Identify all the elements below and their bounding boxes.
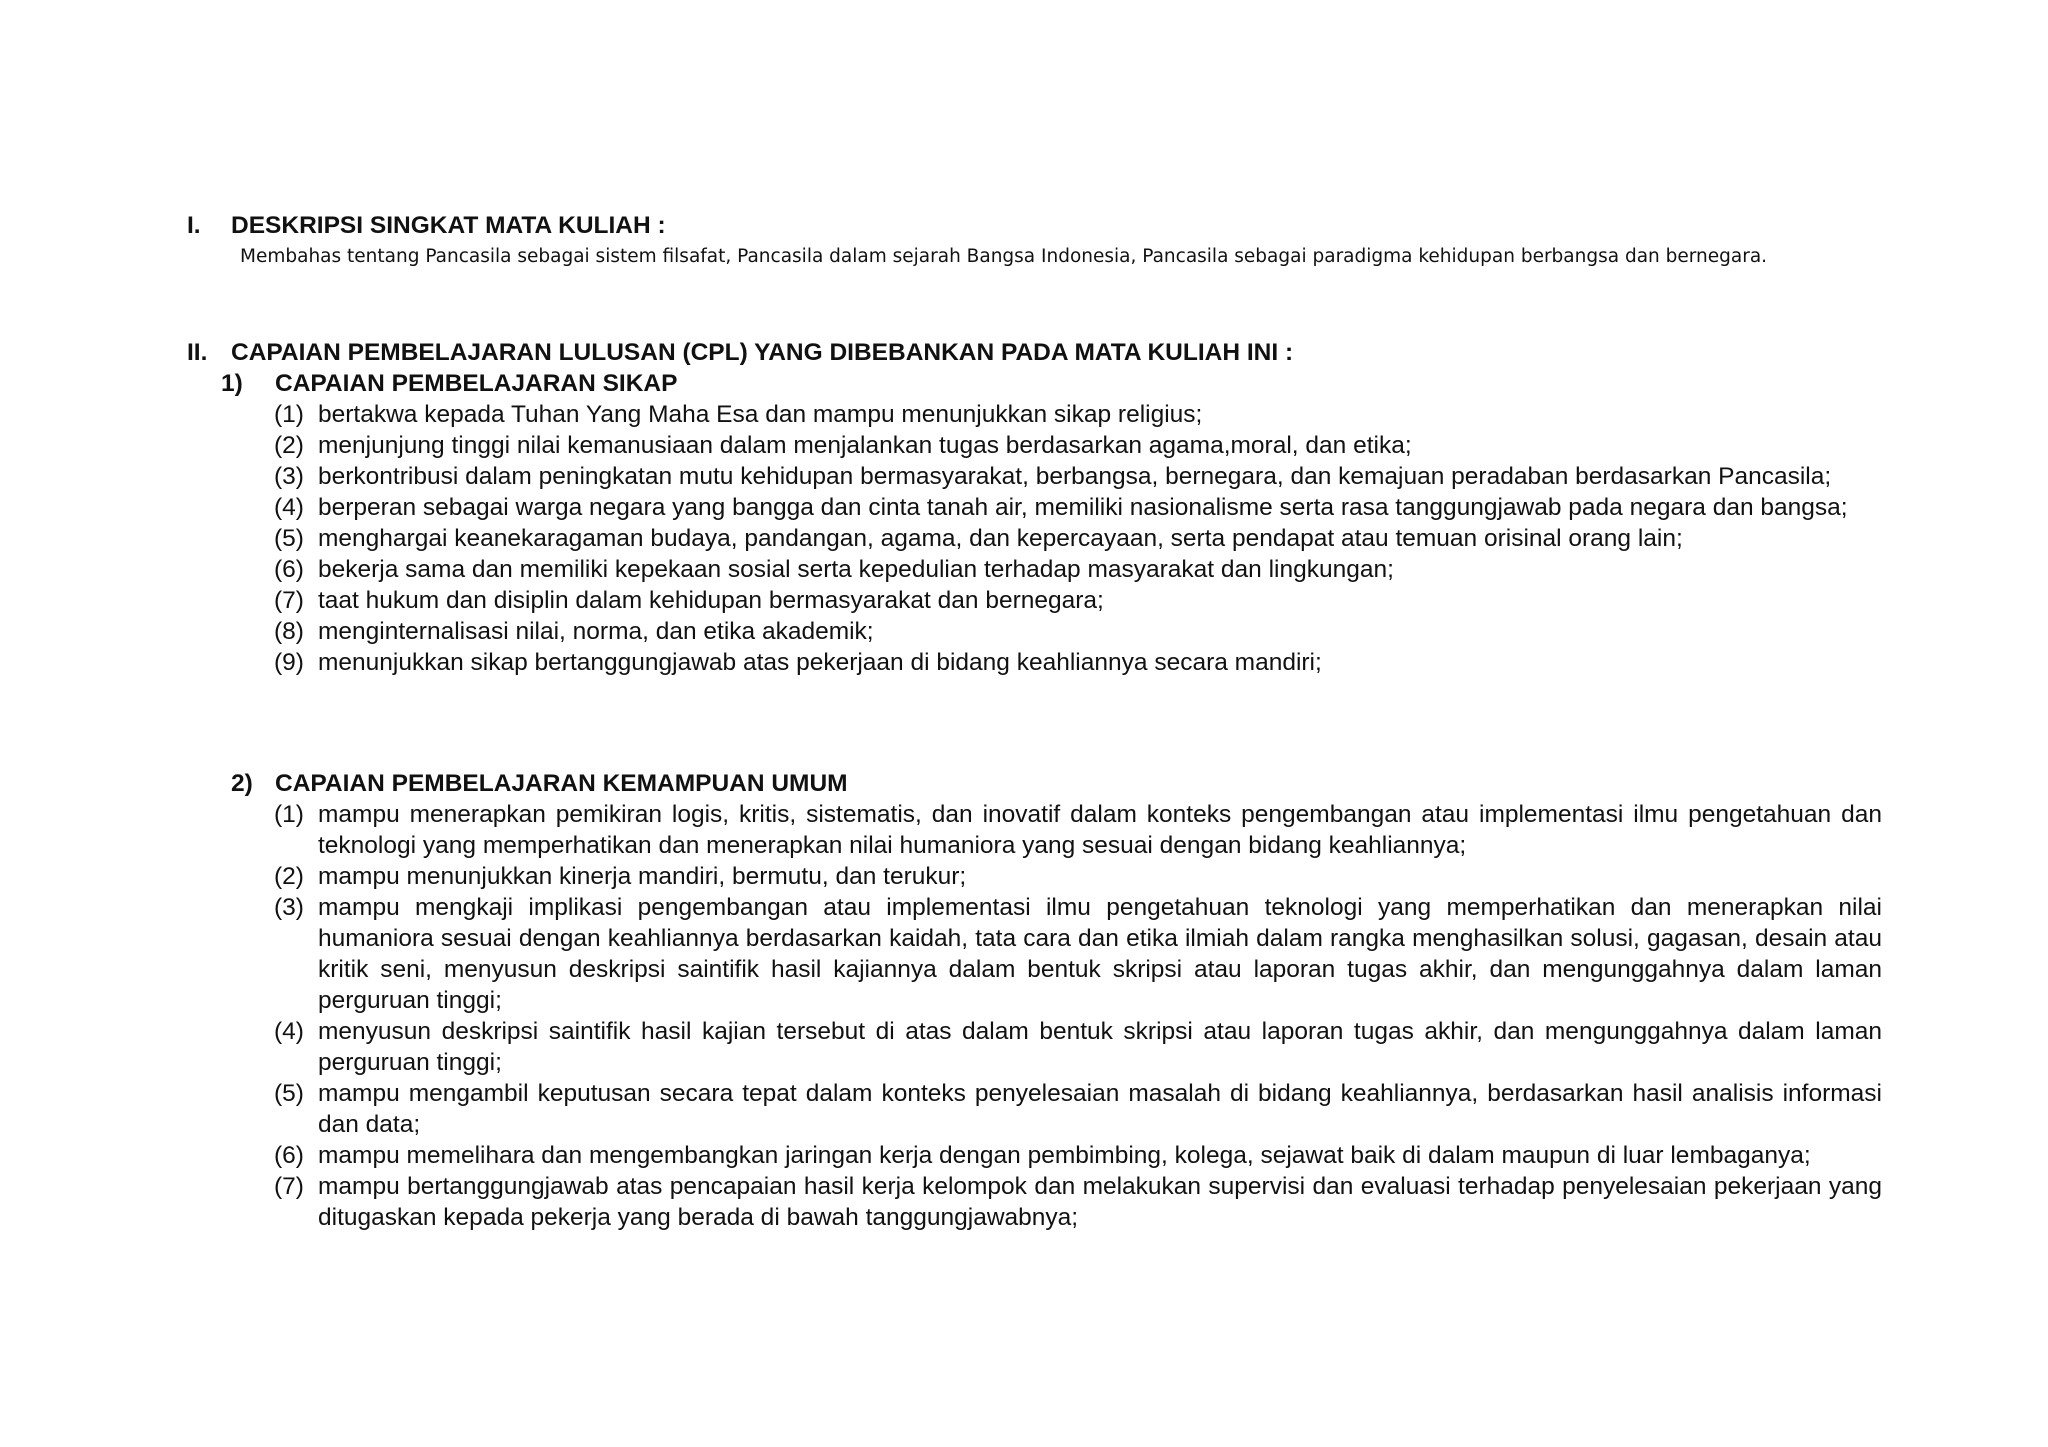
section-2-title: CAPAIAN PEMBELAJARAN LULUSAN (CPL) YANG DIBEBANKAN PADA MATA KULIAH INI : [231,339,1294,366]
list-item [274,892,1882,1016]
item-text: mampu memelihara dan mengembangkan jaringan kerja dengan pembimbing, kolega, sejawat baik di dalam maupun di luar lembaganya; [318,1142,1811,1169]
item-marker: (4) [274,494,304,521]
item-marker: (1) [274,401,304,428]
item-text: bertakwa kepada Tuhan Yang Maha Esa dan mampu menunjukkan sikap religius; [318,401,1203,428]
item-marker: (5) [274,1080,304,1107]
item-text: mampu mengkaji implikasi pengembangan atau implementasi ilmu pengetahuan teknologi yang memperhatikan dan menerapkan nilai humaniora sesuai dengan keahliannya berdasarkan kaidah, tata cara dan etika ilmiah dalam rangka menghasilkan solusi, gagasan, desain atau kritik seni, menyusun deskripsi saintifik hasil kajiannya dalam bentuk skripsi atau laporan tugas akhir, dan mengunggahnya dalam laman perguruan tinggi; [318,894,1882,1014]
item-marker: (6) [274,1142,304,1169]
item-text: mampu menunjukkan kinerja mandiri, bermutu, dan terukur; [318,863,967,890]
item-marker: (3) [274,894,304,921]
list-item [274,523,1882,554]
item-text: mampu menerapkan pemikiran logis, kritis, sistematis, dan inovatif dalam konteks pengembangan atau implementasi ilmu pengetahuan dan teknologi yang memperhatikan dan menerapkan nilai humaniora yang sesuai dengan bidang keahliannya; [318,801,1882,859]
list-item [274,1171,1882,1233]
item-text: berperan sebagai warga negara yang bangga dan cinta tanah air, memiliki nasionalisme serta rasa tanggungjawab pada negara dan bangsa; [318,494,1848,521]
section-1-title: DESKRIPSI SINGKAT MATA KULIAH : [231,212,666,239]
item-marker: (6) [274,556,304,583]
subsection-umum-heading [231,768,1131,799]
list-item [274,430,1882,461]
item-marker: (5) [274,525,304,552]
section-1-description: Membahas tentang Pancasila sebagai sistem filsafat, Pancasila dalam sejarah Bangsa Indonesia, Pancasila sebagai paradigma kehidupan berbangsa dan bernegara. [240,246,1768,267]
list-item [274,461,1882,492]
item-text: menunjukkan sikap bertanggungjawab atas pekerjaan di bidang keahliannya secara mandiri; [318,649,1322,676]
list-item [274,492,1882,523]
item-marker: (4) [274,1018,304,1045]
item-text: bekerja sama dan memiliki kepekaan sosial serta kepedulian terhadap masyarakat dan lingkungan; [318,556,1394,583]
item-marker: (7) [274,1173,304,1200]
list-item [274,799,1882,861]
item-text: taat hukum dan disiplin dalam kehidupan bermasyarakat dan bernegara; [318,587,1104,614]
list-item [274,1078,1882,1140]
item-marker: (3) [274,463,304,490]
subsection-sikap-heading [221,368,1121,399]
item-text: menginternalisasi nilai, norma, dan etika akademik; [318,618,874,645]
subsection-sikap-title: CAPAIAN PEMBELAJARAN SIKAP [275,370,678,397]
item-text: menyusun deskripsi saintifik hasil kajian tersebut di atas dalam bentuk skripsi atau laporan tugas akhir, dan mengunggahnya dalam laman perguruan tinggi; [318,1018,1882,1076]
list-item [274,554,1882,585]
item-text: mampu mengambil keputusan secara tepat dalam konteks penyelesaian masalah di bidang keahliannya, berdasarkan hasil analisis informasi dan data; [318,1080,1882,1138]
subsection-umum-number: 2) [231,770,253,797]
section-1-number: I. [187,212,201,239]
item-marker: (1) [274,801,304,828]
sikap-list [274,399,1882,678]
item-marker: (8) [274,618,304,645]
item-text: menjunjung tinggi nilai kemanusiaan dalam menjalankan tugas berdasarkan agama,moral, dan etika; [318,432,1412,459]
subsection-umum-title: CAPAIAN PEMBELAJARAN KEMAMPUAN UMUM [275,770,848,797]
section-1-heading [187,210,1087,241]
list-item [274,399,1882,430]
list-item [274,585,1882,616]
item-marker: (7) [274,587,304,614]
list-item [274,647,1882,678]
item-marker: (9) [274,649,304,676]
item-text: berkontribusi dalam peningkatan mutu kehidupan bermasyarakat, berbangsa, bernegara, dan kemajuan peradaban berdasarkan Pancasila; [318,463,1832,490]
list-item [274,616,1882,647]
item-text: menghargai keanekaragaman budaya, pandangan, agama, dan kepercayaan, serta pendapat atau temuan orisinal orang lain; [318,525,1683,552]
subsection-sikap-number: 1) [221,370,243,397]
umum-list [274,799,1882,1233]
section-2-number: II. [187,339,208,366]
list-item [274,1140,1882,1171]
section-2-heading [187,337,1687,368]
item-text: mampu bertanggungjawab atas pencapaian hasil kerja kelompok dan melakukan supervisi dan evaluasi terhadap penyelesaian pekerjaan yang ditugaskan kepada pekerja yang berada di bawah tanggungjawabnya; [318,1173,1882,1231]
list-item [274,1016,1882,1078]
item-marker: (2) [274,863,304,890]
list-item [274,861,1882,892]
item-marker: (2) [274,432,304,459]
